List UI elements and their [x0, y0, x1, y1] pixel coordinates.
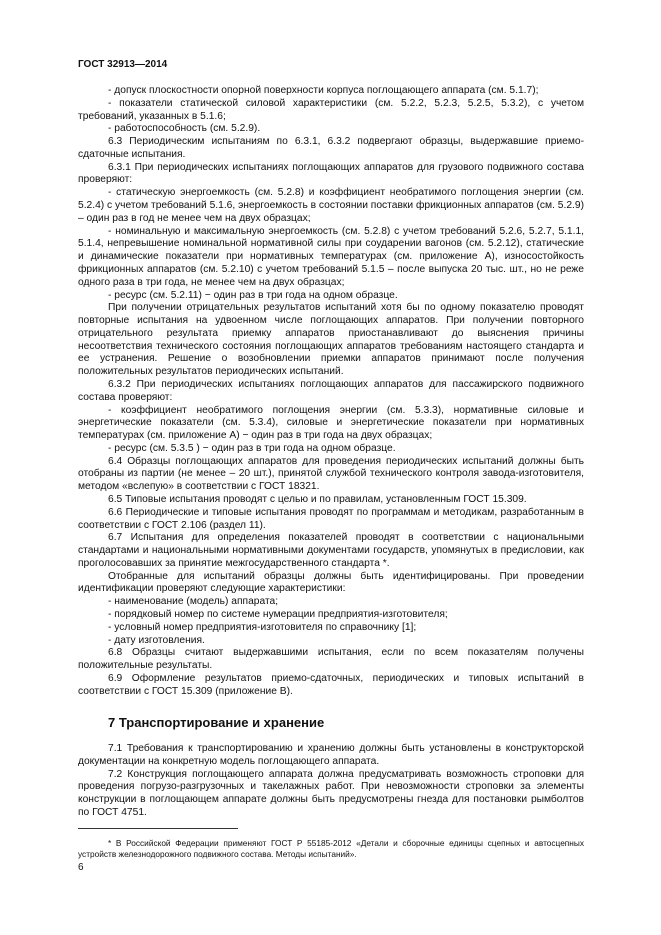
paragraph: - ресурс (см. 5.3.5 ) − один раз в три года на одном образце.	[108, 442, 396, 454]
paragraph: 6.6 Периодические и типовые испытания проводят по программам и методикам, разработанным в соответствии с ГОСТ 2.106 (раздел 11).	[78, 506, 584, 531]
footnote	[78, 838, 584, 860]
paragraph: - наименование (модель) аппарата;	[108, 596, 279, 608]
paragraph: - показатели статической силовой характеристики (см. 5.2.2, 5.2.3, 5.2.5, 5.3.2), с учетом требований, указанных в 5.1.6;	[78, 97, 584, 122]
paragraph: - номинальную и максимальную энергоемкость (см. 5.2.8) с учетом требований 5.2.6, 5.2.7, 5.1.1, 5.1.4, непревышение номинальной нормативной силы при соударении вагонов (см. 5.2.12), статические и динамические показатели при нормативных температурах (см. приложение А), износостойкость фрикционных аппаратов (см. 5.2.10) с учетом требований 5.1.5 – после выпуска 20 тыс. шт., но не реже одного раза в три года, не менее чем на двух образцах;	[78, 225, 584, 288]
paragraph: - условный номер предприятия-изготовителя по справочнику [1];	[108, 621, 417, 633]
paragraph: - статическую энергоемкость (см. 5.2.8) и коэффициент необратимого поглощения энергии (см. 5.2.4) с учетом требований 5.1.6, энергоемкость в состоянии поставки фрикционных аппаратов (см. 5.2.9) – один раз в год не менее чем на двух образцах;	[78, 187, 584, 224]
paragraph: 6.9 Оформление результатов приемо-сдаточных, периодических и типовых испытаний в соответствии с ГОСТ 15.309 (приложение В).	[78, 672, 584, 697]
paragraph: - допуск плоскостности опорной поверхности корпуса поглощающего аппарата (см. 5.1.7);	[108, 85, 539, 96]
section-body	[78, 743, 584, 820]
paragraph: 6.8 Образцы считают выдержавшими испытания, если по всем показателям получены положительные результаты.	[78, 647, 584, 672]
paragraph: 7.2 Конструкция поглощающего аппарата должна предусматривать возможность строповки для проведения погрузо-разгрузочных и такелажных работ. При невозможности строповки за элементы конструкции в поглощающем аппарате должны быть предусмотрены гнезда для постановки рымболтов по ГОСТ 4751.	[78, 768, 584, 818]
paragraph: - порядковый номер по системе нумерации предприятия-изготовителя;	[108, 609, 448, 621]
paragraph: 7.1 Требования к транспортированию и хранению должны быть установлены в конструкторской документации на конкретную модель поглощающего аппарата.	[78, 743, 584, 767]
main-text	[78, 85, 584, 699]
paragraph: - работоспособность (см. 5.2.9).	[108, 123, 261, 135]
paragraph: 6.3.1 При периодических испытаниях поглощающих аппаратов для грузового подвижного состава проверяют:	[78, 161, 584, 186]
paragraph: При получении отрицательных результатов испытаний хотя бы по одному показателю проводят повторные испытания на удвоенном числе поглощающих аппаратов. При получении повторного отрицательного результата приемку аппаратов приостанавливают до выяснения причины несоответствия технического состояния поглощающих аппаратов требованиям настоящего стандарта и ее устранения. Решение о возобновлении приемки аппаратов принимают после получения положительных результатов периодических испытаний.	[78, 302, 584, 378]
page-number: 6	[78, 862, 84, 873]
section-title: 7 Транспортирование и хранение	[108, 715, 325, 730]
paragraph: Отобранные для испытаний образцы должны быть идентифицированы. При проведении идентификации проверяют следующие характеристики:	[78, 570, 584, 595]
footnote-divider	[78, 828, 238, 829]
document-header: ГОСТ 32913—2014	[78, 59, 168, 70]
paragraph: - коэффициент необратимого поглощения энергии (см. 5.3.3), нормативные силовые и энергетические показатели (см. 5.3.4), силовые и энергетические показатели при нормативных температурах (см. приложение А) − один раз в три года на двух образцах;	[78, 404, 584, 442]
paragraph: 6.7 Испытания для определения показателей проводят в соответствии с национальными стандартами и национальными нормативными документами государств, упомянутых в предисловии, как проголосовавших за принятие межгосударственного стандарта *.	[78, 532, 584, 569]
paragraph: 6.3 Периодическим испытаниям по 6.3.1, 6.3.2 подвергают образцы, выдержавшие приемо-сдаточные испытания.	[78, 136, 584, 160]
paragraph: - дату изготовления.	[108, 634, 205, 646]
paragraph: 6.5 Типовые испытания проводят с целью и по правилам, установленным ГОСТ 15.309.	[108, 494, 527, 505]
paragraph: 6.3.2 При периодических испытаниях поглощающих аппаратов для пассажирского подвижного состава проверяют:	[78, 378, 584, 403]
paragraph: 6.4 Образцы поглощающих аппаратов для проведения периодических испытаний должны быть отобраны из партии (не менее – 20 шт.), принятой службой технического контроля завода-изготовителя, методом «вслепую» в соответствии с ГОСТ 18321.	[78, 455, 584, 493]
paragraph: - ресурс (см. 5.2.11) − один раз в три года на одном образце.	[108, 289, 398, 301]
footnote-text: * В Российской Федерации применяют ГОСТ Р 55185-2012 «Детали и сборочные единицы сцепных и автосцепных устройств железнодорожного подвижного состава. Методы испытаний».	[78, 838, 584, 859]
